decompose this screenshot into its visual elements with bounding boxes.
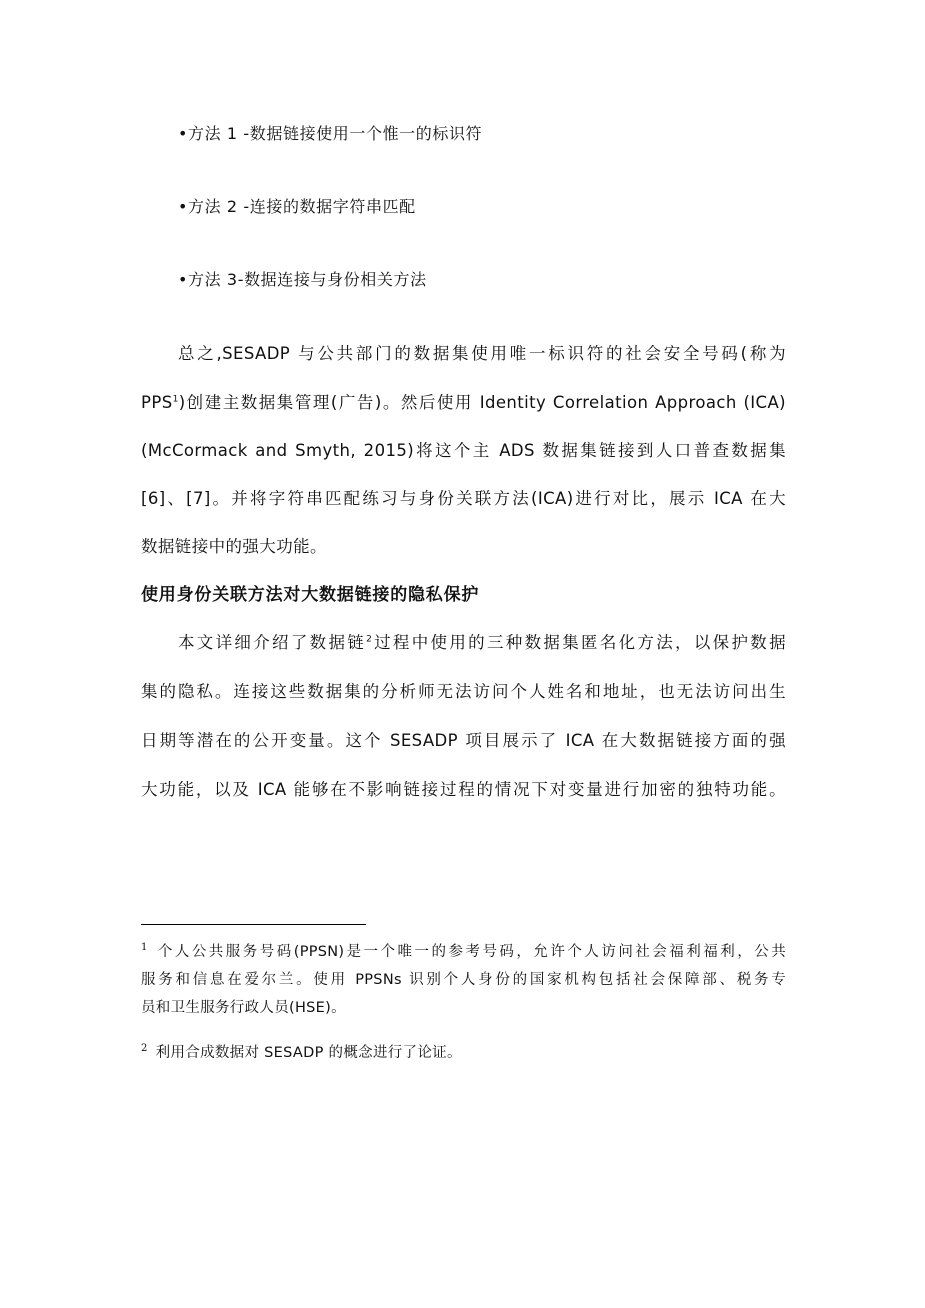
privacy-line-1 <box>178 632 786 654</box>
footnote-separator <box>141 924 366 925</box>
footnote-ref-2: 2 <box>366 634 373 645</box>
summary-line-2 <box>141 392 786 414</box>
summary-line-4: [6]、[7]。并将字符串匹配练习与身份关联方法(ICA)进行对比，展示 ICA 在大 <box>141 489 786 508</box>
privacy-line-1-end: 过程中使用的三种数据集匿名化方法，以保护数据 <box>372 633 786 652</box>
bullet-method-3: •方法 3-数据连接与身份相关方法 <box>178 270 427 289</box>
summary-line-1: 总之,SESADP 与公共部门的数据集使用唯一标识符的社会安全号码(称为 <box>178 344 786 363</box>
bullet-method-2: •方法 2 -连接的数据字符串匹配 <box>178 197 416 216</box>
summary-line-2-end: )创建主数据集管理(广告)。然后使用 Identity Correlation Approach (ICA) <box>178 393 786 412</box>
summary-line-3: (McCormack and Smyth, 2015)将这个主 ADS 数据集链接到人口普查数据集 <box>141 441 786 460</box>
footnote-1-line-1 <box>141 942 786 962</box>
bullet-method-1: •方法 1 -数据链接使用一个惟一的标识符 <box>178 124 483 143</box>
footnote-2-line-1 <box>141 1043 786 1063</box>
footnote-1-line-3: 员和卫生服务行政人员(HSE)。 <box>141 1000 346 1016</box>
footnote-1-line-2: 服务和信息在爱尔兰。使用 PPSNs 识别个人身份的国家机构包括社会保障部、税务专 <box>141 972 786 988</box>
footnote-1-text-1: 个人公共服务号码(PPSN)是一个唯一的参考号码，允许个人访问社会福利福利，公共 <box>155 944 786 960</box>
privacy-line-3: 日期等潜在的公开变量。这个 SESADP 项目展示了 ICA 在大数据链接方面的强 <box>141 731 786 750</box>
footnote-1-mark: 1 <box>141 942 148 954</box>
privacy-line-1-start: 本文详细介绍了数据链 <box>178 633 367 652</box>
summary-line-2-start: PPS <box>141 393 173 412</box>
footnote-2-mark: 2 <box>141 1043 148 1055</box>
section-heading: 使用身份关联方法对大数据链接的隐私保护 <box>141 585 480 605</box>
footnote-ref-1: 1 <box>172 394 179 405</box>
footnote-2-text-1: 利用合成数据对 SESADP 的概念进行了论证。 <box>155 1045 462 1061</box>
privacy-line-4: 大功能，以及 ICA 能够在不影响链接过程的情况下对变量进行加密的独特功能。 <box>141 780 786 799</box>
summary-line-5: 数据链接中的强大功能。 <box>141 537 327 556</box>
privacy-line-2: 集的隐私。连接这些数据集的分析师无法访问个人姓名和地址，也无法访问出生 <box>141 682 786 701</box>
